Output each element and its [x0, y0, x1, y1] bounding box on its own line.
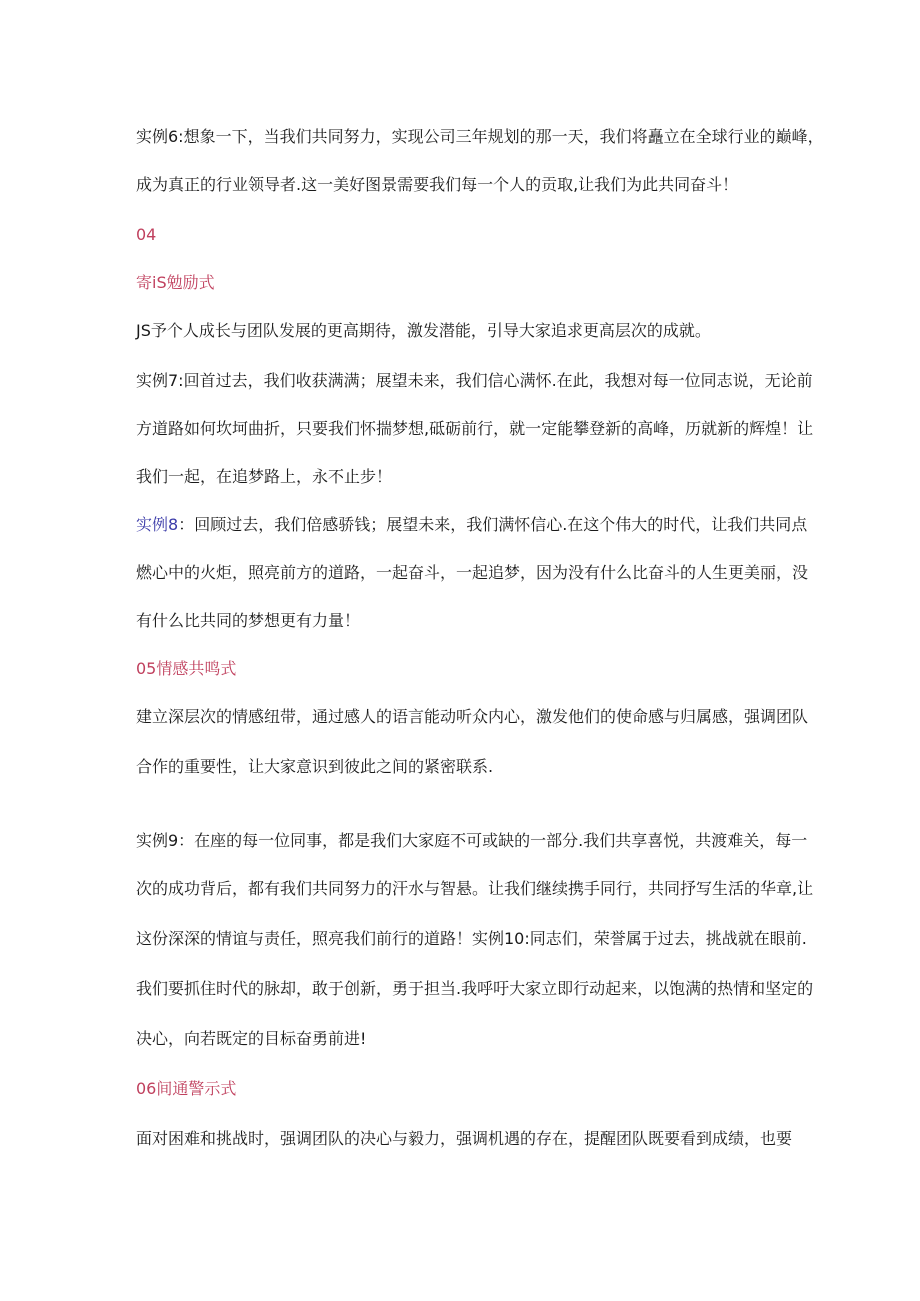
text-line: 我们一起，在追梦路上，永不止步！: [136, 467, 393, 486]
text-line: [136, 514, 807, 536]
text-line: JS予个人成长与团队发展的更高期待，激发潜能，引导大家追求更高层次的成就。: [136, 321, 711, 340]
text-line: 合作的重要性，让大家意识到彼此之间的紧密联系.: [136, 757, 494, 776]
section-number: 04: [136, 225, 157, 244]
example-label: 实例8: [136, 515, 179, 534]
section-title: 05情感共鸣式: [136, 659, 237, 678]
text-line: 燃心中的火炬，照亮前方的道路，一起奋斗，一起追梦，因为没有什么比奋斗的人生更美丽，没: [136, 563, 809, 582]
text-line: 方道路如何坎坷曲折，只要我们怀揣梦想,砥砺前行，就一定能攀登新的高峰，历就新的辉煌！让: [136, 419, 814, 438]
section-title: 寄iS勉励式: [136, 273, 215, 292]
text-line: 我们要抓住时代的脉却，敢于创新，勇于担当.我呼吁大家立即行动起来，以饱满的热情和坚定的: [136, 979, 814, 998]
text-line: 面对困难和挑战时，强调团队的决心与毅力，强调机遇的存在，提醒团队既要看到成绩，也要: [136, 1129, 793, 1148]
text-line: 建立深层次的情感纽带，通过感人的语言能动听众内心，激发他们的使命感与归属感，强调团队: [136, 707, 809, 726]
text-line: 实例9：在座的每一位同事，都是我们大家庭不可或缺的一部分.我们共享喜悦，共渡难关，每一: [136, 831, 808, 850]
text-line: 有什么比共同的梦想更有力量！: [136, 611, 361, 630]
text-line: 实例7:回首过去，我们收获满满；展望未来，我们信心满怀.在此，我想对每一位同志说，无论前: [136, 371, 813, 390]
text-line: 这份深深的情谊与责任，照亮我们前行的道路！实例10:同志们，荣誉属于过去，挑战就在眼前.: [136, 929, 807, 948]
text-line: 实例6:想象一下，当我们共同努力，实现公司三年规划的那一天，我们将矗立在全球行业的巅峰，: [136, 127, 824, 146]
text-line: 成为真正的行业领导者.这一美好图景需要我们每一个人的贡取,让我们为此共同奋斗！: [136, 175, 739, 194]
text-line: 次的成功背后，都有我们共同努力的汗水与智悬。让我们继续携手同行，共同抒写生活的华章,让: [136, 879, 814, 898]
text-line: 决心，向若既定的目标奋勇前进!: [136, 1029, 367, 1048]
text-span: ：回顾过去，我们倍感骄钱；展望未来，我们满怀信心.在这个伟大的时代，让我们共同点: [178, 515, 808, 534]
section-title: 06间通警示式: [136, 1079, 237, 1098]
